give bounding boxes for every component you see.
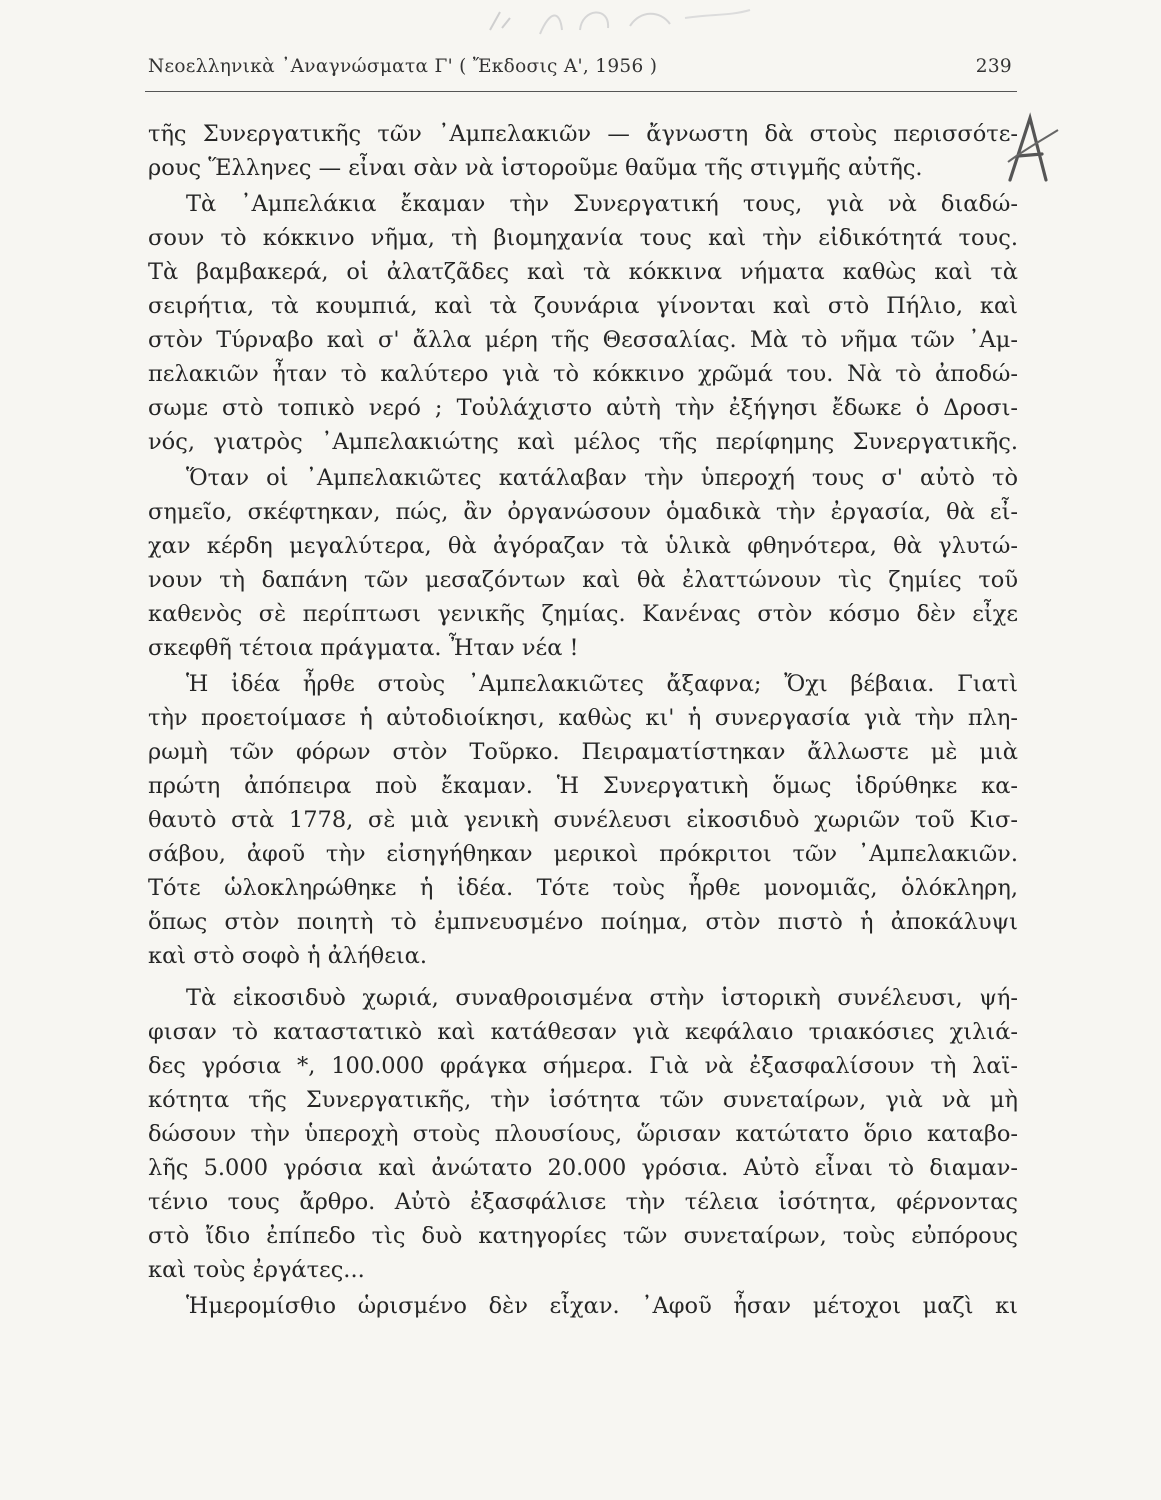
running-title: Νεοελληνικὰ ᾿Αναγνώσματα Γ' ( Ἔκδοσις Α', 1956 ) [148, 56, 658, 77]
text-line: Τὰ βαμβακερά, οἱ ἀλατζᾶδες καὶ τὰ κόκκινα νήματα καθὼς καὶ τὰ [148, 259, 1018, 285]
text-line: Ὅταν οἱ ᾿Αμπελακιῶτες κατάλαβαν τὴν ὑπεροχή τους σ' αὐτὸ τὸ [186, 465, 1018, 491]
text-line: σημεῖο, σκέφτηκαν, πώς, ἂν ὀργανώσουν ὁμαδικὰ τὴν ἐργασία, θὰ εἶ- [148, 499, 1018, 525]
text-line: σειρήτια, τὰ κουμπιά, καὶ τὰ ζουνάρια γίνονται καὶ στὸ Πήλιο, καὶ [148, 293, 1018, 319]
text-line: καὶ τοὺς ἐργάτες... [148, 1257, 365, 1283]
text-line: Τὰ ᾿Αμπελάκια ἔκαμαν τὴν Συνεργατική τους, γιὰ νὰ διαδώ- [186, 191, 1018, 217]
text-line: πελακιῶν ἦταν τὸ καλύτερο γιὰ τὸ κόκκινο χρῶμά του. Νὰ τὸ ἀποδώ- [148, 361, 1018, 387]
text-line: τένιο τους ἄρθρο. Αὐτὸ ἐξασφάλισε τὴν τέλεια ἰσότητα, φέρνοντας [148, 1189, 1018, 1215]
text-line: σάβου, ἀφοῦ τὴν εἰσηγήθηκαν μερικοὶ πρόκριτοι τῶν ᾿Αμπελακιῶν. [148, 841, 1018, 867]
text-line: Ἡμερομίσθιο ὡρισμένο δὲν εἶχαν. ᾿Αφοῦ ἦσαν μέτοχοι μαζὶ κι [186, 1293, 1018, 1319]
text-line: σωμε στὸ τοπικὸ νερό ; Τοὐλάχιστο αὐτὴ τὴν ἐξήγησι ἔδωκε ὁ Δροσι- [148, 395, 1018, 421]
text-line: φισαν τὸ καταστατικὸ καὶ κατάθεσαν γιὰ κεφάλαιο τριακόσιες χιλιά- [148, 1019, 1018, 1045]
text-line: πρώτη ἀπόπειρα ποὺ ἔκαμαν. Ἡ Συνεργατικὴ ὅμως ἱδρύθηκε κα- [148, 773, 1018, 799]
text-line: τὴν προετοίμασε ἡ αὐτοδιοίκησι, καθὼς κι' ἡ συνεργασία γιὰ τὴν πλη- [148, 705, 1018, 731]
text-line: ρωμὴ τῶν φόρων στὸν Τοῦρκο. Πειραματίστηκαν ἄλλωστε μὲ μιὰ [148, 739, 1018, 765]
running-header [148, 56, 1016, 86]
text-line: νουν τὴ δαπάνη τῶν μεσαζόντων καὶ θὰ ἐλαττώνουν τὶς ζημίες τοῦ [148, 567, 1018, 593]
text-line: Τότε ὡλοκληρώθηκε ἡ ἰδέα. Τότε τοὺς ἦρθε μονομιᾶς, ὁλόκληρη, [148, 875, 1018, 901]
header-divider [145, 91, 1017, 92]
text-line: σουν τὸ κόκκινο νῆμα, τὴ βιομηχανία τους καὶ τὴν εἰδικότητά τους. [148, 225, 1018, 251]
page-number: 239 [975, 56, 1012, 77]
text-line: χαν κέρδη μεγαλύτερα, θὰ ἀγόραζαν τὰ ὑλικὰ φθηνότερα, θὰ γλυτώ- [148, 533, 1018, 559]
text-line: στὸν Τύρναβο καὶ σ' ἄλλα μέρη τῆς Θεσσαλίας. Μὰ τὸ νῆμα τῶν ᾿Αμ- [148, 327, 1018, 353]
text-line: κότητα τῆς Συνεργατικῆς, τὴν ἰσότητα τῶν συνεταίρων, γιὰ νὰ μὴ [148, 1087, 1018, 1113]
text-line: Τὰ εἰκοσιδυὸ χωριά, συναθροισμένα στὴν ἱστορικὴ συνέλευσι, ψή- [186, 985, 1018, 1011]
text-line: καθενὸς σὲ περίπτωσι γενικῆς ζημίας. Κανένας στὸν κόσμο δὲν εἶχε [148, 601, 1018, 627]
text-line: ρους Ἕλληνες — εἶναι σὰν νὰ ἱστοροῦμε θαῦμα τῆς στιγμῆς αὐτῆς. [148, 155, 923, 181]
text-line: ὅπως στὸν ποιητὴ τὸ ἐμπνευσμένο ποίημα, στὸν πιστὸ ἡ ἀποκάλυψι [148, 909, 1018, 935]
text-line: δες γρόσια *, 100.000 φράγκα σήμερα. Γιὰ νὰ ἐξασφαλίσουν τὴ λαϊ- [148, 1053, 1018, 1079]
text-line: λῆς 5.000 γρόσια καὶ ἀνώτατο 20.000 γρόσια. Αὐτὸ εἶναι τὸ διαμαν- [148, 1155, 1018, 1181]
text-line: σκεφθῆ τέτοια πράγματα. Ἦταν νέα ! [148, 635, 579, 661]
text-line: δώσουν τὴν ὑπεροχὴ στοὺς πλουσίους, ὥρισαν κατώτατο ὅριο καταβο- [148, 1121, 1018, 1147]
text-line: τῆς Συνεργατικῆς τῶν ᾿Αμπελακιῶν — ἄγνωστη δὰ στοὺς περισσότε- [148, 121, 1018, 147]
text-line: καὶ στὸ σοφὸ ἡ ἀλήθεια. [148, 943, 428, 969]
text-line: στὸ ἴδιο ἐπίπεδο τὶς δυὸ κατηγορίες τῶν συνεταίρων, τοὺς εὐπόρους [148, 1223, 1018, 1249]
text-line: θαυτὸ στὰ 1778, σὲ μιὰ γενικὴ συνέλευσι εἰκοσιδυὸ χωριῶν τοῦ Κισ- [148, 807, 1018, 833]
text-line: Ἡ ἰδέα ἦρθε στοὺς ᾿Αμπελακιῶτες ἄξαφνα; Ὄχι βέβαια. Γιατὶ [186, 671, 1018, 697]
pencil-scribble-mark [470, 0, 770, 40]
text-line: νός, γιατρὸς ᾿Αμπελακιώτης καὶ μέλος τῆς περίφημης Συνεργατικῆς. [148, 429, 1018, 455]
